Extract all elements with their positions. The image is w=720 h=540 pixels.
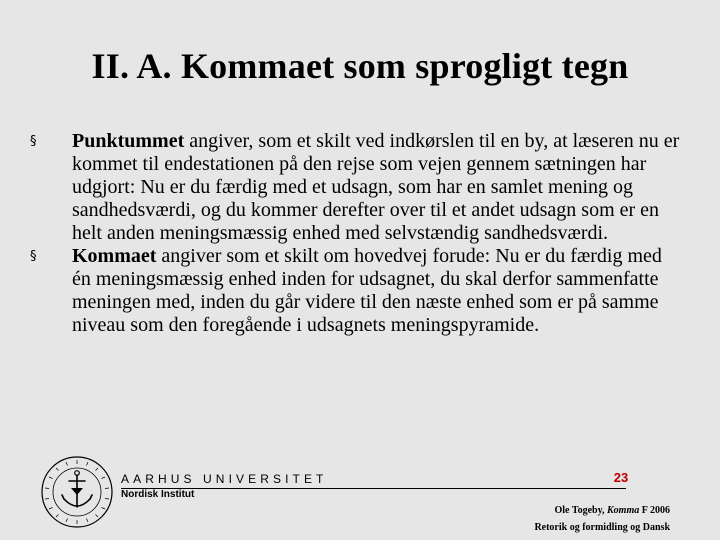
credit-line-author [470,502,670,519]
credit-term: F 2006 [639,505,670,516]
bullet-list [30,130,680,337]
aarhus-university-seal-icon [40,455,114,529]
slide-title: II. A. Kommaet som sprogligt tegn [91,46,629,86]
page-number: 23 [613,470,629,485]
bullet-item-kommaet [30,245,680,337]
institute-name: Nordisk Institut [121,489,195,500]
bullet-item-punktummet [30,130,680,245]
bullet-text: angiver, som et skilt ved indkørslen til en by, at læseren nu er kommet til endestationen på den rejse som vejen gennem sætningen har udgjort: Nu er du færdig med et udsagn, som har en samlet mening og sandhedsværdi, og du kommer derefter over til et andet udsagn som er en helt anden meningsmæssig enhed med selvstændig sandhedsværdi. [72,130,680,244]
bullet-term: Kommaet [72,245,157,267]
bullet-term: Punktummet [72,130,185,152]
credit-author: Ole Togeby, [554,505,608,516]
footer-credit [470,502,670,536]
bullet-marker: § [30,249,37,264]
credit-course: Retorik og formidling og Dansk [534,522,670,533]
credit-work: Komma [607,505,640,516]
bullet-marker: § [30,134,37,149]
bullet-text: angiver som et skilt om hovedvej forude: Nu er du færdig med én meningsmæssig enhed inden for udsagnet, du skal derfor sammenfatte meningen med, inden du går videre til den næste enhed som er på samme niveau som den foregående i udsagnets meningspyramide. [72,245,662,336]
university-name: AARHUS UNIVERSITET [121,472,328,486]
footer-divider [121,488,626,489]
